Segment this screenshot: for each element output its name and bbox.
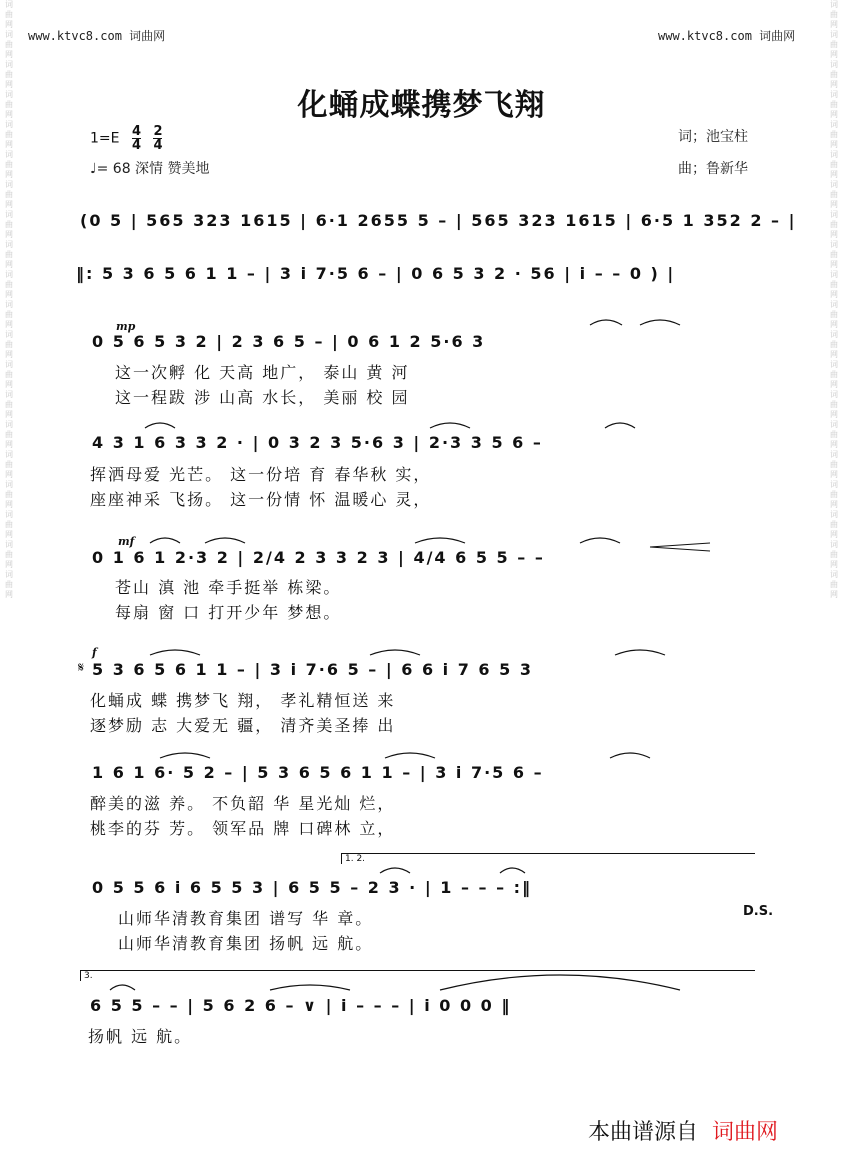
score-system-7: 1 6 1 6· 5 2 – | 5 3 6 5 6 1 1 – | 3 i 7·5 6 – xyxy=(92,763,544,782)
lyrics-system-7-verse-1: 醉美的滋 养。 不负韶 华 星光灿 烂， xyxy=(90,794,396,813)
lyricist-credit: 词；池宝柱 xyxy=(678,129,748,145)
tempo-marking: ♩= 68 深情 赞美地 xyxy=(90,161,210,177)
source-footer xyxy=(588,1115,778,1146)
volta-bracket-1-2: 1. 2. xyxy=(341,853,755,864)
score-system-2: ‖: 5 3 6 5 6 1 1 – | 3 i 7·5 6 – | 0 6 5 3 2 · 56 | i – – 0 ) | xyxy=(76,264,676,283)
ds-marking: D.S. xyxy=(743,904,774,919)
time-signature-1: $\frac{4}{4}$ xyxy=(131,124,141,153)
dynamic-mf: mf xyxy=(118,535,135,548)
lyrics-system-8-verse-2: 山师华清教育集团 扬帆 远 航。 xyxy=(118,934,374,953)
lyrics-system-5-verse-2: 每扇 窗 口 打开少年 梦想。 xyxy=(115,603,342,622)
score-system-9: 6 5 5 – – | 5 6 2 6 – ∨ | i – – – | i 0 0 0 ‖ xyxy=(90,996,512,1015)
lyrics-system-6-verse-2: 逐梦励 志 大爱无 疆， 清齐美圣捧 出 xyxy=(90,716,396,735)
lyrics-system-7-verse-2: 桃李的芬 芳。 领军品 牌 口碑林 立， xyxy=(90,819,396,838)
right-edge-watermark: 词曲网 词曲网 词曲网 词曲网 词曲网 词曲网 词曲网 词曲网 词曲网 词曲网 词曲网 词曲网 词曲网 词曲网 词曲网 词曲网 词曲网 词曲网 词曲网 词曲网 xyxy=(830,0,838,599)
lyrics-system-8-verse-1: 山师华清教育集团 谱写 华 章。 xyxy=(118,909,374,928)
footer-text: 本曲谱源自 xyxy=(588,1120,699,1145)
lyrics-system-3-verse-2: 这一程跋 涉 山高 水长， 美丽 校 园 xyxy=(115,388,410,407)
lyrics-system-3-verse-1: 这一次孵 化 天高 地广， 泰山 黄 河 xyxy=(115,363,410,382)
score-system-5: 0 1 6 1 2·3 2 | 2/4 2 3 3 2 3 | 4/4 6 5 5 – – xyxy=(92,548,545,567)
score-system-1: (0 5 | 565 323 1615 | 6·1 2655 5 – | 565 323 1615 | 6·5 1 352 2 – | xyxy=(80,211,797,230)
lyrics-system-4-verse-1: 挥洒母爱 光芒。 这一份培 育 春华秋 实， xyxy=(90,465,432,484)
left-edge-watermark: 词曲网 词曲网 词曲网 词曲网 词曲网 词曲网 词曲网 词曲网 词曲网 词曲网 词曲网 词曲网 词曲网 词曲网 词曲网 词曲网 词曲网 词曲网 词曲网 词曲网 xyxy=(5,0,13,599)
score-system-4: 4 3 1 6 3 3 2 · | 0 3 2 3 5·6 3 | 2·3 3 5 6 – xyxy=(92,433,543,452)
score-system-6: 5 3 6 5 6 1 1 – | 3 i 7·6 5 – | 6 6 i 7 6 5 3 xyxy=(92,660,533,679)
song-title: 化蛹成蝶携梦飞翔 xyxy=(297,88,546,123)
key-signature: 1=E $\frac{4}{4}$ $\frac{2}{4}$ xyxy=(90,124,163,153)
volta-bracket-3: 3. xyxy=(80,970,755,981)
score-system-3: 0 5 6 5 3 2 | 2 3 6 5 – | 0 6 1 2 5·6 3 xyxy=(92,332,486,351)
site-url-left[interactable]: www.ktvc8.com 词曲网 xyxy=(28,29,166,43)
dynamic-mp: mp xyxy=(116,320,136,333)
segno-icon: 𝄋 xyxy=(78,660,85,676)
composer-credit: 曲；鲁新华 xyxy=(678,161,748,177)
score-system-8: 0 5 5 6 i 6 5 5 3 | 6 5 5 – 2 3 · | 1 – – – :‖ xyxy=(92,878,533,897)
lyrics-system-9: 扬帆 远 航。 xyxy=(88,1027,193,1046)
footer-brand-link[interactable]: 词曲网 xyxy=(712,1120,779,1145)
time-signature-2: $\frac{2}{4}$ xyxy=(153,124,163,153)
site-url-right[interactable]: www.ktvc8.com 词曲网 xyxy=(658,29,796,43)
lyrics-system-4-verse-2: 座座神采 飞扬。 这一份情 怀 温暖心 灵， xyxy=(90,490,432,509)
dynamic-f: f xyxy=(92,646,97,659)
lyrics-system-5-verse-1: 苍山 滇 池 牵手挺举 栋梁。 xyxy=(115,578,342,597)
lyrics-system-6-verse-1: 化蛹成 蝶 携梦飞 翔， 孝礼精恒送 来 xyxy=(90,691,396,710)
